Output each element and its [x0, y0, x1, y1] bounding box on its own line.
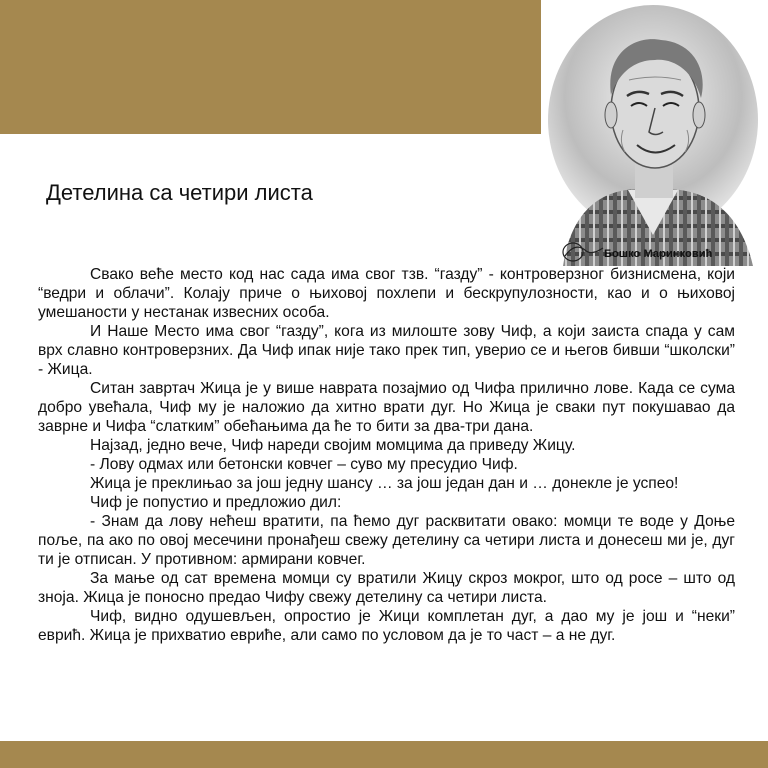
story-paragraph: - Лову одмах или бетонски ковчег – суво му пресудио Чиф.: [90, 456, 518, 473]
author-portrait: [541, 0, 768, 266]
bottom-decorative-band: [0, 741, 768, 768]
story-body: [38, 265, 735, 645]
story-paragraph: Жица је преклињао за још једну шансу … за још један дан и … донекле је успео!: [90, 475, 679, 492]
author-portrait-sketch-icon: [543, 0, 768, 266]
author-caption: Бошко Маринковић: [604, 248, 713, 260]
story-paragraph: За мање од сат времена момци су вратили Жицу скроз мокрог, што од росе – што од зноја. Жица је поносно предао Чифу свежу детелину са четири листа.: [38, 570, 735, 606]
story-paragraph: Најзад, једно вече, Чиф нареди својим момцима да приведу Жицу.: [90, 437, 576, 454]
story-paragraph: - Знам да лову нећеш вратити, па ћемо дуг расквитати овако: момци те воде у Доње поље, па ако по овој месечини пронађеш свежу детелину са четири листа и донесеш ми је, дуг ти је отписан. У противном: армирани ковчег.: [38, 513, 735, 568]
story-paragraph: Свако веће место код нас сада има свог тзв. “газду” - контроверзног бизнисмена, који “ведри и облачи”. Колају приче о њиховој похлепи и бескрупулозности, као и о њиховој умешаности у нестанак извесних особа.: [38, 266, 735, 321]
story-paragraph: Чиф, видно одушевљен, опростио је Жици комплетан дуг, а дао му је још и “неки” еврић. Жица је прихватио евриће, али само по условом да је то част – а не дуг.: [38, 608, 735, 644]
story-paragraph: Ситан завртач Жица је у више наврата позајмио од Чифа прилично лове. Када се сума добро увећала, Чиф му је наложио да хитно врати дуг. Но Жица је сваки пут покушавао да заврне и Чифа “слатким” обећањима да ће то бити за два-три дана.: [38, 380, 735, 435]
story-paragraph: И Наше Место има свог “газду”, кога из милоште зову Чиф, а који заиста спада у сам врх славно контроверзних. Да Чиф ипак није тако прек тип, уверио се и његов бивши “школски” - Жица.: [38, 323, 735, 378]
story-paragraph: Чиф је попустио и предложио дил:: [90, 494, 342, 511]
article-title: Детелина са четири листа: [46, 180, 313, 205]
